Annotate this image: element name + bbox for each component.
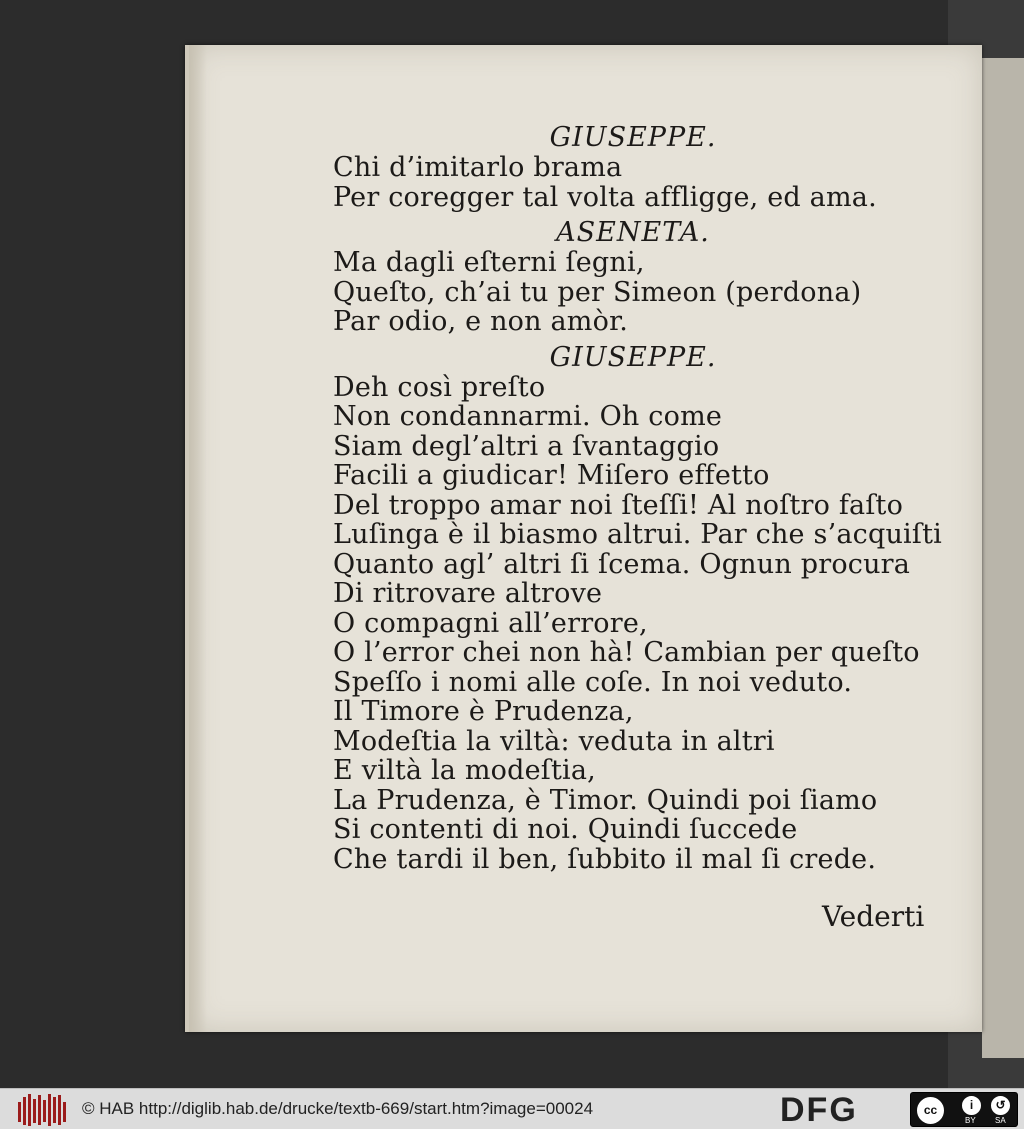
verse-line: Par odio, e non amòr. (333, 306, 628, 337)
attribution-icon: i (962, 1096, 981, 1115)
verse-line: Ma dagli eſterni ſegni, (333, 247, 645, 278)
verse-line: Del troppo amar noi ſteſſi! Al noſtro faſto (333, 489, 904, 521)
verse-line: Modeſtia la viltà: veduta in altri (333, 725, 775, 757)
verse-line: E viltà la modeſtia, (333, 755, 596, 786)
cc-license-badge[interactable] (910, 1092, 1018, 1127)
verse-line: La Prudenza, è Timor. Quindi poi ſiamo (333, 784, 878, 816)
verse-line: Queſto, ch’ai tu per Simeon (perdona) (333, 276, 862, 308)
verse-line: Si contenti di noi. Quindi ſuccede (333, 814, 798, 845)
book-page (185, 45, 982, 1032)
verse-line: Non condannarmi. Oh come (333, 401, 723, 432)
verse-line: Deh così preſto (333, 371, 546, 403)
verse-line: O compagni all’errore, (333, 607, 648, 639)
speaker-name: GIUSEPPE. (549, 341, 717, 373)
facing-page-edge (982, 58, 1024, 1058)
verse-line: Il Timore è Prudenza, (333, 696, 634, 727)
cc-icon: cc (917, 1097, 944, 1124)
verse-line: Facili a giudicar! Miſero effetto (333, 460, 770, 491)
verse-line: Per coregger tal volta affligge, ed ama. (333, 181, 877, 213)
hab-logo-icon[interactable] (18, 1094, 66, 1126)
dfg-logo[interactable]: DFG (780, 1091, 858, 1129)
speaker-name: GIUSEPPE. (549, 122, 717, 153)
catchword: Vederti (822, 900, 925, 933)
cc-sa-label: SA (995, 1116, 1006, 1125)
verse-line: O l’error chei non hà! Cambian per queſto (333, 637, 920, 668)
viewer-footer (0, 1088, 1024, 1129)
page-text (333, 122, 942, 875)
cc-by-label: BY (965, 1116, 976, 1125)
verse-line: Quanto agl’ altri ſi ſcema. Ognun procura (333, 548, 911, 580)
speaker-name: ASENETA. (556, 217, 710, 248)
verse-line: Siam degl’altri a ſvantaggio (333, 430, 720, 462)
page-gutter-shade (189, 45, 207, 1032)
verse-line: Speſſo i nomi alle coſe. In noi veduto. (333, 666, 853, 698)
share-alike-icon: ↺ (991, 1096, 1010, 1115)
verse-line: Di ritrovare altrove (333, 578, 603, 609)
copyright-link[interactable]: © HAB http://diglib.hab.de/drucke/textb-669/start.htm?image=00024 (82, 1099, 594, 1118)
verse-line: Che tardi il ben, ſubbito il mal ſi crede. (333, 843, 877, 875)
verse-line: Luſinga è il biasmo altrui. Par che s’acquiſti (333, 519, 942, 550)
verse-line: Chi d’imitarlo brama (333, 152, 623, 183)
